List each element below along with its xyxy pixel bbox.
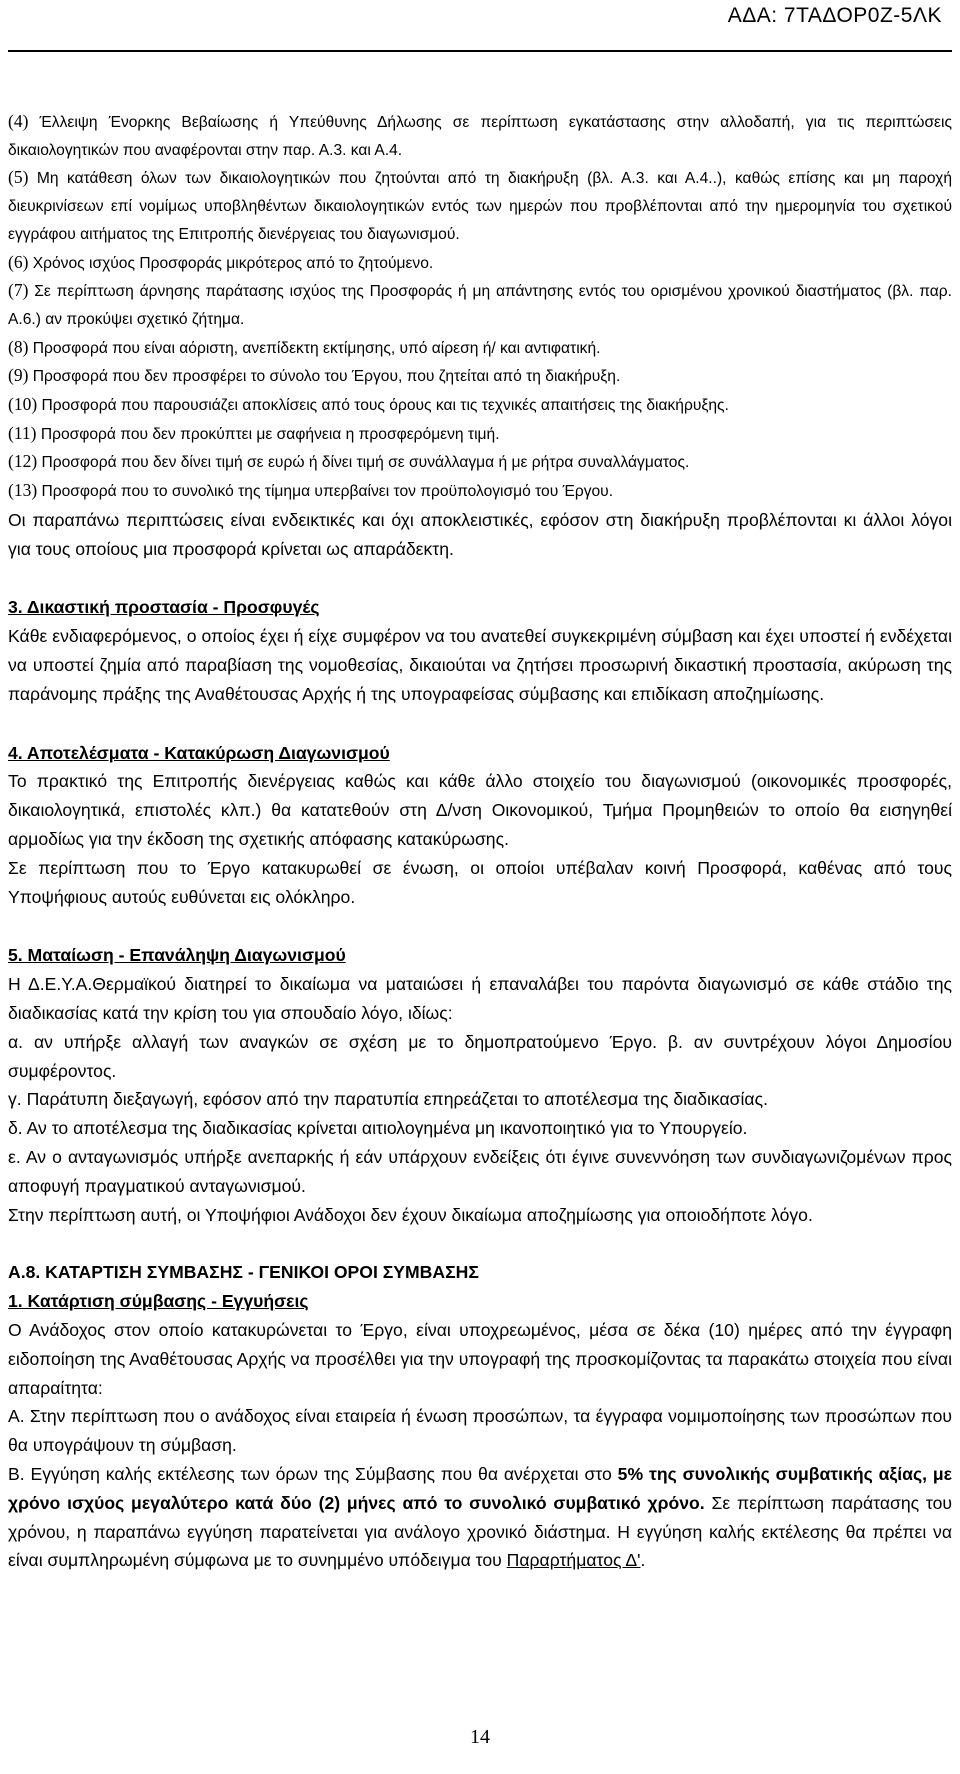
document-body [8, 108, 952, 1575]
list-item-number: (12) [8, 451, 38, 472]
list-item-text: Προσφορά που παρουσιάζει αποκλίσεις από τους όρους και τις τεχνικές απαιτήσεις της διακήρυξης. [37, 397, 729, 415]
list-item-number: (8) [8, 336, 29, 357]
list-item-number: (9) [8, 365, 29, 386]
section-5 [8, 941, 952, 1229]
section-3-body: Κάθε ενδιαφερόμενος, ο οποίος έχει ή είχε συμφέρον να του ανατεθεί συγκεκριμένη σύμβαση και έχει υποστεί ή ενδέχεται να υποστεί ζημία από παραβίαση της νομοθεσίας, δικαιούται να ζητήσει προσωρινή δικαστική προστασία, ακύρωση της παράνομης πράξης της Αναθέτουσας Αρχής ή της υπογραφείσας σύμβασης και επιδίκαση αποζημίωσης. [8, 626, 952, 704]
list-item [8, 420, 952, 449]
page-number: 14 [470, 1726, 490, 1748]
list-note: Οι παραπάνω περιπτώσεις είναι ενδεικτικές και όχι αποκλειστικές, εφόσον στη διακήρυξη προβλέπονται κι άλλοι λόγοι για τους οποίους μια προσφορά κρίνεται ως απαράδεκτη. [8, 509, 952, 559]
list-item-number: (10) [8, 394, 38, 415]
list-note-block [8, 506, 952, 564]
section-a8-item-b [8, 1460, 952, 1575]
list-item-number: (5) [8, 167, 29, 188]
list-item [8, 448, 952, 477]
section-5-item-d: δ. Αν το αποτέλεσμα της διαδικασίας κρίνεται αιτιολογημένα μη ικανοποιητικό για το Υπουργείο. [8, 1118, 748, 1139]
list-item [8, 277, 952, 333]
item-b-text-cont: Σε περίπτωση παράτασης του χρόνου, η παραπάνω εγγύηση παρατείνεται για ανάλογο χρονικό διάστημα. Η εγγύηση καλής εκτέλεσης θα πρέπει να είναι συμπληρωμένη σύμφωνα με το συνημμένο υπόδειγμα του [8, 1492, 953, 1571]
section-5-item-a: α. αν υπήρξε αλλαγή των αναγκών σε σχέση με το δημοπρατούμενο Έργο. β. αν συντρέχουν λόγοι Δημοσίου συμφέροντος. [8, 1031, 952, 1081]
list-item-number: (7) [8, 280, 29, 301]
list-item [8, 477, 952, 506]
section-a8 [8, 1258, 952, 1575]
section-4-title: 4. Αποτελέσματα - Κατακύρωση Διαγωνισμού [8, 742, 390, 763]
section-3 [8, 593, 952, 708]
list-item [8, 249, 952, 278]
list-item-text: Προσφορά που δεν προσφέρει το σύνολο του Έργου, που ζητείται από τη διακήρυξη. [28, 368, 621, 386]
list-item-text: Προσφορά που δεν προκύπτει με σαφήνεια η προσφερόμενη τιμή. [36, 425, 500, 443]
section-a8-item-a: Α. Στην περίπτωση που ο ανάδοχος είναι εταιρεία ή ένωση προσώπων, τα έγγραφα νομιμοποίησης των προσώπων που θα υπογράψουν τη σύμβαση. [8, 1406, 952, 1456]
header-rule [8, 50, 952, 52]
list-item [8, 391, 952, 420]
section-5-closing: Στην περίπτωση αυτή, οι Υποψήφιοι Ανάδοχοι δεν έχουν δικαίωμα αποζημίωσης για οποιοδήποτε λόγο. [8, 1204, 813, 1225]
list-item-text: Προσφορά που δεν δίνει τιμή σε ευρώ ή δίνει τιμή σε συνάλλαγμα ή με ρήτρα συναλλάγματος. [37, 454, 690, 472]
section-5-item-e: ε. Αν ο ανταγωνισμός υπήρξε ανεπαρκής ή εάν υπάρχουν ενδείξεις ότι έγινε συνεννόηση των συνδιαγωνιζομένων προς αποφυγή πραγματικού ανταγωνισμού. [8, 1146, 952, 1196]
list-item [8, 334, 952, 363]
list-item-text: Χρόνος ισχύος Προσφοράς μικρότερος από το ζητούμενο. [28, 254, 434, 272]
rejection-list [8, 108, 952, 506]
item-b-text: Β. Εγγύηση καλής εκτέλεσης των όρων της Σύμβασης που θα ανέρχεται στο [8, 1463, 618, 1484]
section-4 [8, 739, 952, 912]
ada-header: ΑΔΑ: 7ΤΑΔΟΡ0Ζ-5ΛΚ [727, 4, 942, 27]
list-item [8, 164, 952, 248]
list-item-number: (11) [8, 422, 37, 443]
section-a8-title: Α.8. ΚΑΤΑΡΤΙΣΗ ΣΥΜΒΑΣΗΣ - ΓΕΝΙΚΟΙ ΟΡΟΙ ΣΥΜΒΑΣΗΣ [8, 1262, 479, 1283]
list-item-text: Σε περίπτωση άρνησης παράτασης ισχύος της Προσφοράς ή μη απάντησης εντός του ορισμένου χρονικού διαστήματος (βλ. παρ. Α.6.) αν προκύψει σχετικό ζήτημα. [8, 283, 952, 328]
list-item-text: Προσφορά που είναι αόριστη, ανεπίδεκτη εκτίμησης, υπό αίρεση ή/ και αντιφατική. [28, 339, 601, 357]
section-4-paragraph: Σε περίπτωση που το Έργο κατακυρωθεί σε ένωση, οι οποίοι υπέβαλαν κοινή Προσφορά, καθένας από τους Υποψήφιους αυτούς ευθύνεται εις ολόκληρο. [8, 857, 952, 907]
list-item-text: Προσφορά που το συνολικό της τίμημα υπερβαίνει τον προϋπολογισμό του Έργου. [37, 483, 614, 501]
item-b-end: . [640, 1550, 646, 1571]
list-item-text: Έλλειψη Ένορκης Βεβαίωσης ή Υπεύθυνης Δήλωσης σε περίπτωση εγκατάστασης στην αλλοδαπή, για τις περιπτώσεις δικαιολογητικών που αναφέρονται στην παρ. Α.3. και Α.4. [8, 114, 952, 159]
section-5-intro: Η Δ.Ε.Υ.Α.Θερμαϊκού διατηρεί το δικαίωμα να ματαιώσει ή επαναλάβει του παρόντα διαγωνισμό σε κάθε στάδιο της διαδικασίας κατά την κρίση του για σπουδαίο λόγο, ιδίως: [8, 974, 952, 1023]
section-a8-subtitle: 1. Κατάρτιση σύμβασης - Εγγυήσεις [8, 1291, 309, 1312]
list-item [8, 362, 952, 391]
list-item-number: (13) [8, 480, 38, 501]
section-4-paragraph: Το πρακτικό της Επιτροπής διενέργειας καθώς και κάθε άλλο στοιχείο του διαγωνισμού (οικονομικές προσφορές, δικαιολογητικά, επιστολές κλπ.) θα κατατεθούν στη Δ/νση Οικονομικού, Τμήμα Προμηθειών το οποίο θα εισηγηθεί αρμοδίως για την έκδοση της σχετικής απόφασης κατακύρωσης. [8, 771, 952, 850]
list-item-number: (4) [8, 111, 29, 131]
section-a8-paragraph: Ο Ανάδοχος στον οποίο κατακυρώνεται το Έργο, είναι υποχρεωμένος, μέσα σε δέκα (10) ημέρες από την έγγραφη ειδοποίηση της Αναθέτουσας Αρχής να προσέλθει για την υπογραφή της προσκομίζοντας τα παρακάτω στοιχεία που είναι απαραίτητα: [8, 1319, 952, 1398]
appendix-d-reference: Παραρτήματος Δ' [506, 1550, 641, 1571]
section-3-title: 3. Δικαστική προστασία - Προσφυγές [8, 597, 320, 618]
list-item-text: Μη κατάθεση όλων των δικαιολογητικών που ζητούνται από τη διακήρυξη (βλ. Α.3. και Α.4..), καθώς επίσης και μη παροχή διευκρινίσεων επί νομίμως υποβληθέντων δικαιολογητικών εντός των ημερών που προβλέπονται από την ημερομηνία του σχετικού εγγράφου αιτήματος της Επιτροπής διενέργειας του διαγωνισμού. [8, 170, 952, 243]
list-item [8, 108, 952, 164]
item-b-bold-text: 5% της συνολικής συμβατικής αξίας, με χρόνο ισχύος μεγαλύτερο κατά δύο (2) μήνες από το συνολικό συμβατικό χρόνο. [8, 1463, 952, 1513]
section-5-item-g: γ. Παράτυπη διεξαγωγή, εφόσον από την παρατυπία επηρεάζεται το αποτέλεσμα της διαδικασίας. [8, 1089, 768, 1110]
list-item-number: (6) [8, 251, 29, 272]
section-5-title: 5. Ματαίωση - Επανάληψη Διαγωνισμού [8, 945, 346, 966]
